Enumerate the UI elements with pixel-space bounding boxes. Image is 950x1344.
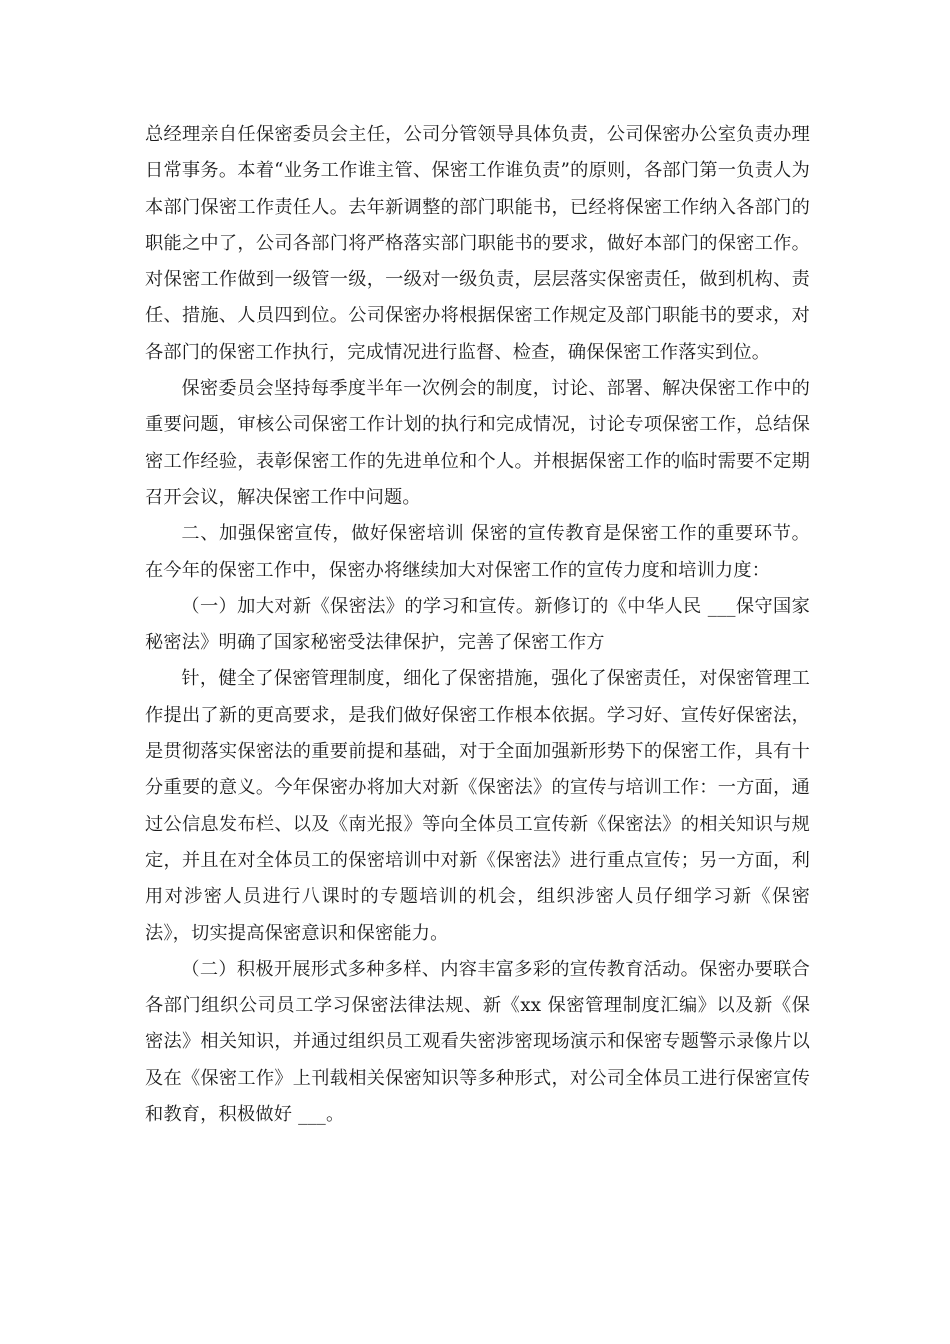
paragraph-1: 总经理亲自任保密委员会主任，公司分管领导具体负责，公司保密办公室负责办理日常事务。本着“业务工作谁主管、保密工作谁负责”的原则，各部门第一负责人为本部门保密工作责任人。去年新调整的部门职能书，已经将保密工作纳入各部门的职能之中了，公司各部门将严格落实部门职能书的要求，做好本部门的保密工作。对保密工作做到一级管一级，一级对一级负责，层层落实保密责任，做到机构、责任、措施、人员四到位。公司保密办将根据保密工作规定及部门职能书的要求，对各部门的保密工作执行，完成情况进行监督、检查，确保保密工作落实到位。	[145, 124, 810, 363]
paragraph-5: 针，健全了保密管理制度，细化了保密措施，强化了保密责任，对保密管理工作提出了新的更高要求，是我们做好保密工作根本依据。学习好、宣传好保密法，是贯彻落实保密法的重要前提和基础，对于全面加强新形势下的保密工作，具有十分重要的意义。今年保密办将加大对新《保密法》的宣传与培训工作：一方面，通过公信息发布栏、以及《南光报》等向全体员工宣传新《保密法》的相关知识与规定，并且在对全体员工的保密培训中对新《保密法》进行重点宣传；另一方面，利用对涉密人员进行八课时的专题培训的机会，组织涉密人员仔细学习新《保密法》，切实提高保密意识和保密能力。	[145, 668, 810, 944]
paragraph-2: 保密委员会坚持每季度半年一次例会的制度，讨论、部署、解决保密工作中的重要问题，审核公司保密工作计划的执行和完成情况，讨论专项保密工作，总结保密工作经验，表彰保密工作的先进单位和个人。并根据保密工作的临时需要不定期召开会议，解决保密工作中问题。	[145, 378, 810, 508]
paragraph-6: （二）积极开展形式多种多样、内容丰富多彩的宣传教育活动。保密办要联合各部门组织公司员工学习保密法律法规、新《xx 保密管理制度汇编》以及新《保密法》相关知识，并通过组织员工观看失密涉密现场演示和保密专题警示录像片以及在《保密工作》上刊载相关保密知识等多种形式，对公司全体员工进行保密宣传和教育，积极做好 ___。	[145, 958, 810, 1126]
document-body	[145, 117, 810, 1133]
paragraph-3: 二、加强保密宣传，做好保密培训 保密的宣传教育是保密工作的重要环节。在今年的保密工作中，保密办将继续加大对保密工作的宣传力度和培训力度：	[145, 523, 810, 581]
paragraph-4: （一）加大对新《保密法》的学习和宣传。新修订的《中华人民 ___保守国家秘密法》明确了国家秘密受法律保护，完善了保密工作方	[145, 595, 810, 654]
